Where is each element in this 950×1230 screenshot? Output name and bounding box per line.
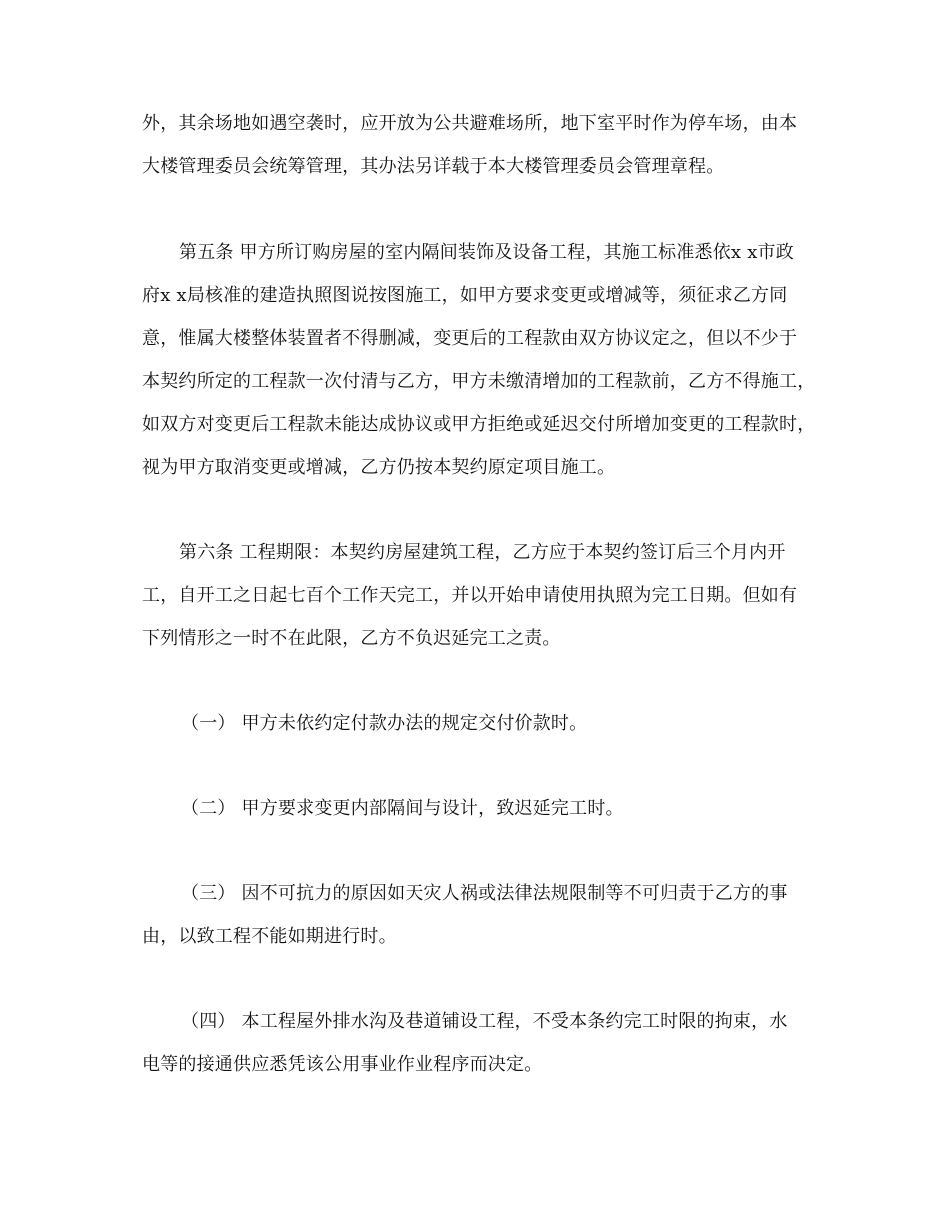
text-line: 大楼管理委员会统筹管理，其办法另详载于本大楼管理委员会管理章程。: [142, 156, 725, 177]
list-item-line: （一） 甲方未依约定付款办法的规定交付价款时。: [181, 713, 588, 734]
text-line: 工，自开工之日起七百个工作天完工，并以开始申请使用执照为完工日期。但如有: [142, 585, 798, 606]
list-item-line: （四） 本工程屋外排水沟及巷道铺设工程，不受本条约完工时限的拘束，水: [181, 1011, 788, 1032]
article-heading-line: 第六条 工程期限：本契约房屋建筑工程，乙方应于本契约签订后三个月内开: [179, 542, 786, 563]
text-line: 如双方对变更后工程款未能达成协议或甲方拒绝或延迟交付所增加变更的工程款时，: [142, 414, 816, 435]
article-heading-line: 第五条 甲方所订购房屋的室内隔间装饰及设备工程，其施工标准悉依x x市政: [179, 242, 794, 263]
list-item-line: 由，以致工程不能如期进行时。: [142, 926, 397, 947]
text-line: 下列情形之一时不在此限，乙方不负迟延完工之责。: [142, 628, 561, 649]
text-line: 本契约所定的工程款一次付清与乙方，甲方未缴清增加的工程款前，乙方不得施工，: [142, 371, 816, 392]
list-item-line: （三） 因不可抗力的原因如天灾人祸或法律法规限制等不可归责于乙方的事: [181, 883, 788, 904]
text-line: 意，惟属大楼整体装置者不得删减，变更后的工程款由双方协议定之，但以不少于: [142, 328, 798, 349]
text-line: 外，其余场地如遇空袭时，应开放为公共避难场所，地下室平时作为停车场，由本: [142, 113, 798, 134]
text-line: 视为甲方取消变更或增减，乙方仍按本契约原定项目施工。: [142, 457, 616, 478]
list-item-line: （二） 甲方要求变更内部隔间与设计，致迟延完工时。: [181, 798, 624, 819]
list-item-line: 电等的接通供应悉凭该公用事业作业程序而决定。: [142, 1054, 543, 1075]
text-line: 府x x局核准的建造执照图说按图施工，如甲方要求变更或增减等，须征求乙方同: [142, 285, 788, 306]
